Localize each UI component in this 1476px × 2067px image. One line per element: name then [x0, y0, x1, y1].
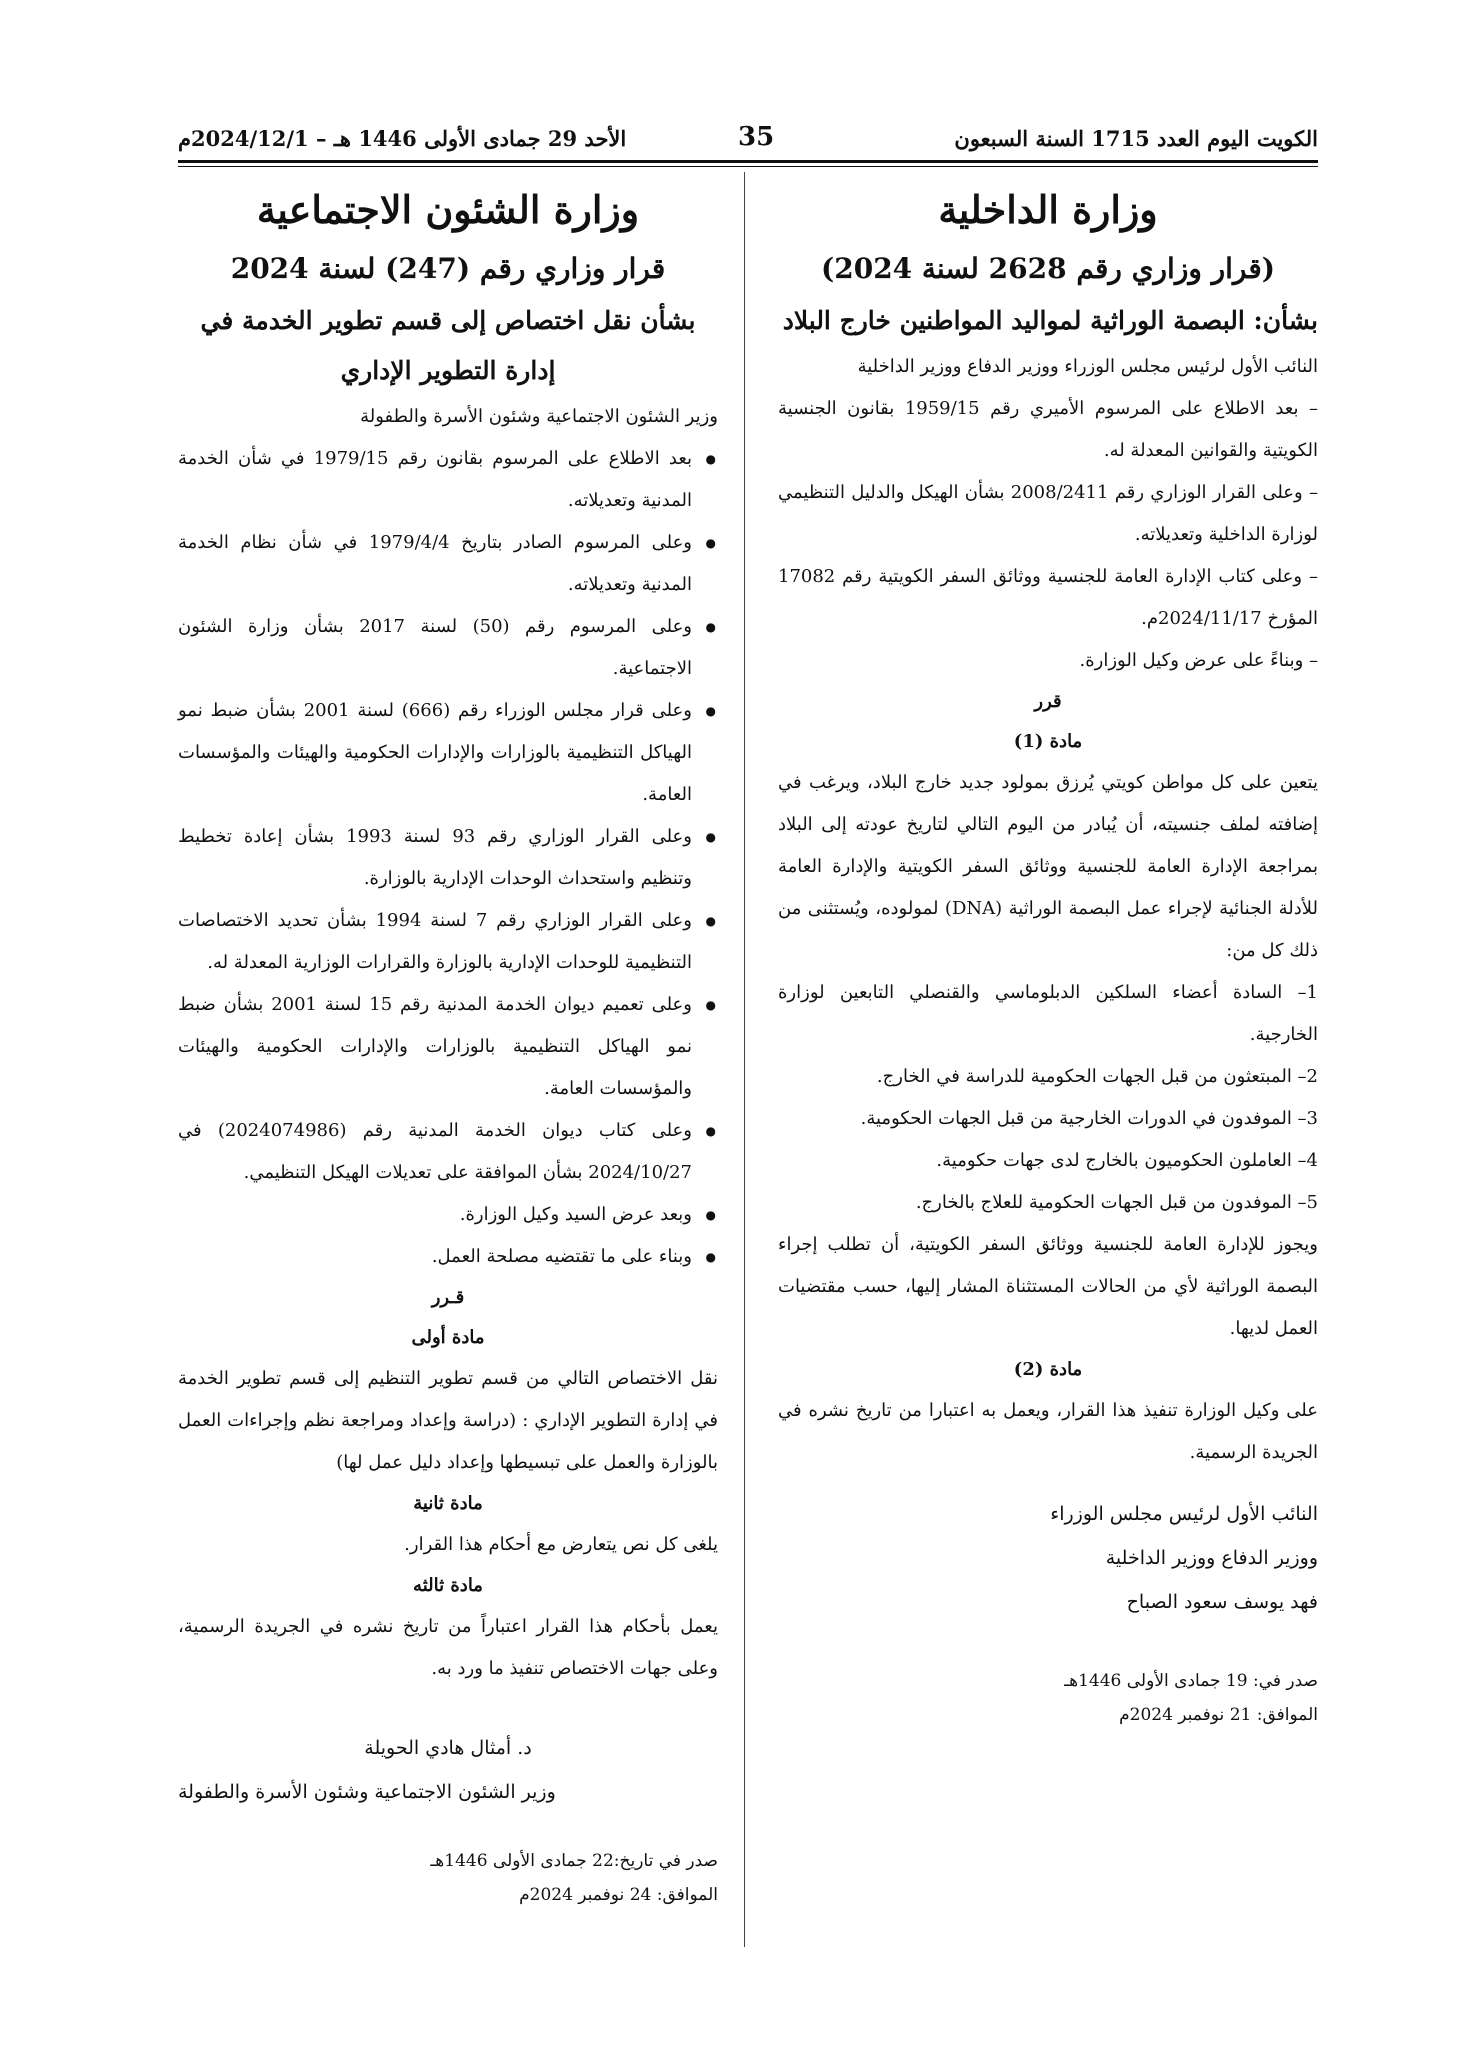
issue-date: الأحد 29 جمادى الأولى 1446 هـ – 2024/12/1م: [178, 126, 627, 151]
signatory-title: وزير الشئون الاجتماعية وشئون الأسرة والطفولة: [178, 1781, 556, 1803]
exception-item: 5– الموفدون من قبل الجهات الحكومية للعلاج بالخارج.: [915, 1192, 1318, 1213]
corresponding-date: الموافق: 21 نوفمبر 2024م: [1119, 1705, 1318, 1725]
recital-bullet: ● وعلى المرسوم رقم (50) لسنة 2017 بشأن وزارة الشئون الاجتماعية.: [178, 606, 718, 690]
article-title: مادة ثالثه: [413, 1575, 483, 1596]
issuer: النائب الأول لرئيس مجلس الوزراء ووزير الدفاع ووزير الداخلية: [857, 356, 1318, 377]
issued-date: صدر في: 19 جمادى الأولى 1446هـ: [1064, 1671, 1318, 1691]
article-text: يتعين على كل مواطن كويتي يُرزق بمولود جديد خارج البلاد، ويرغب في إضافته لملف جنسيته، أن يُبادر من اليوم التالي لتاريخ عودته إلى البلاد بمراجعة الإدارة العامة للجنسية ووثائق السفر الكويتية والإدارة العامة للأدلة الجنائية لإجراء عمل البصمة الوراثية (DNA) لمولوده، ويُستثنى من ذلك كل من:: [778, 772, 1318, 961]
page-number: 35: [738, 122, 775, 152]
decree-number: (قرار وزاري رقم 2628 لسنة 2024): [820, 252, 1276, 285]
recital: – وعلى كتاب الإدارة العامة للجنسية ووثائق السفر الكويتية رقم 17082 المؤرخ 2024/11/17م.: [778, 566, 1318, 629]
recital-bullet: ● وعلى القرار الوزاري رقم 7 لسنة 1994 بشأن تحديد الاختصاصات التنظيمية للوحدات الإدارية بالوزارة والقرارات الوزارية المعدلة له.: [178, 900, 718, 984]
corresponding-date: الموافق: 24 نوفمبر 2024م: [519, 1885, 718, 1905]
article-text: على وكيل الوزارة تنفيذ هذا القرار، ويعمل به اعتبارا من تاريخ نشره في الجريدة الرسمية.: [778, 1400, 1318, 1463]
signature-line: ووزير الدفاع ووزير الداخلية: [1105, 1547, 1318, 1569]
exception-item: 2– المبتعثون من قبل الجهات الحكومية للدراسة في الخارج.: [876, 1066, 1318, 1087]
signatory-name: فهد يوسف سعود الصباح: [1126, 1591, 1318, 1613]
header-rule-thin: [178, 166, 1318, 167]
article-text: يعمل بأحكام هذا القرار اعتباراً من تاريخ نشره في الجريدة الرسمية، وعلى جهات الاختصاص تنفيذ ما ورد به.: [178, 1616, 718, 1679]
recital-bullet: ● وعلى تعميم ديوان الخدمة المدنية رقم 15 لسنة 2001 بشأن ضبط نمو الهياكل التنظيمية بالوزارات والإدارات الحكومية والهيئات والمؤسسات العامة.: [178, 984, 718, 1110]
recital-bullet: ● وعلى المرسوم الصادر بتاريخ 1979/4/4 في شأن نظام الخدمة المدنية وتعديلاته.: [178, 522, 718, 606]
recital-bullet: ● وعلى القرار الوزاري رقم 93 لسنة 1993 بشأن إعادة تخطيط وتنظيم واستحداث الوحدات الإدارية بالوزارة.: [178, 816, 718, 900]
recital-bullet: ● وعلى كتاب ديوان الخدمة المدنية رقم (2024074986) في 2024/10/27 بشأن الموافقة على تعديلات الهيكل التنظيمي.: [178, 1110, 718, 1194]
decree-subject: بشأن: البصمة الوراثية لمواليد المواطنين خارج البلاد: [782, 306, 1318, 335]
recital-bullet: ● وبناء على ما تقتضيه مصلحة العمل.: [178, 1236, 718, 1278]
social-affairs-decree-column: [178, 178, 718, 1912]
header-rule: [178, 160, 1318, 163]
column-divider: [744, 172, 745, 1947]
ministry-title: وزارة الداخلية: [938, 187, 1158, 232]
issued-date: صدر في تاريخ:22 جمادى الأولى 1446هـ: [430, 1851, 718, 1871]
article-closing: ويجوز للإدارة العامة للجنسية ووثائق السفر الكويتية، أن تطلب إجراء البصمة الوراثية لأي من الحالات المستثناة المشار إليها، حسب مقتضيات العمل لديها.: [778, 1234, 1318, 1339]
article-text: يلغى كل نص يتعارض مع أحكام هذا القرار.: [404, 1534, 718, 1555]
recital-bullet: ● وبعد عرض السيد وكيل الوزارة.: [178, 1194, 718, 1236]
recital-bullet: ● وعلى قرار مجلس الوزراء رقم (666) لسنة 2001 بشأن ضبط نمو الهياكل التنظيمية بالوزارات والإدارات الحكومية والهيئات والمؤسسات العامة.: [178, 690, 718, 816]
recital: – بعد الاطلاع على المرسوم الأميري رقم 1959/15 بقانون الجنسية الكويتية والقوانين المعدلة له.: [778, 398, 1318, 461]
exception-item: 1– السادة أعضاء السلكين الدبلوماسي والقنصلي التابعين لوزارة الخارجية.: [778, 982, 1318, 1045]
decided-label: قـرر: [431, 1287, 465, 1308]
decree-subject: بشأن نقل اختصاص إلى قسم تطوير الخدمة في إدارة التطوير الإداري: [200, 306, 696, 385]
ministry-title: وزارة الشئون الاجتماعية: [256, 187, 640, 232]
page-header: [178, 122, 1318, 162]
signatory-name: د. أمثال هادي الحويلة: [364, 1737, 532, 1759]
exception-item: 3– الموفدون في الدورات الخارجية من قبل الجهات الحكومية.: [860, 1108, 1318, 1129]
signature-line: النائب الأول لرئيس مجلس الوزراء: [1050, 1503, 1318, 1525]
recital: – وعلى القرار الوزاري رقم 2008/2411 بشأن الهيكل والدليل التنظيمي لوزارة الداخلية وتعديلاته.: [778, 482, 1318, 545]
recital: – وبناءً على عرض وكيل الوزارة.: [1079, 650, 1318, 671]
article-text: نقل الاختصاص التالي من قسم تطوير التنظيم إلى قسم تطوير الخدمة في إدارة التطوير الإداري : (دراسة وإعداد ومراجعة نظم وإجراءات العمل بالوزارة والعمل على تبسيطها وإعداد دليل عمل لها): [178, 1368, 718, 1473]
article-title: مادة (2): [1013, 1359, 1083, 1380]
article-title: مادة (1): [1013, 731, 1083, 752]
recital-bullet: ● بعد الاطلاع على المرسوم بقانون رقم 1979/15 في شأن الخدمة المدنية وتعديلاته.: [178, 438, 718, 522]
article-title: مادة ثانية: [413, 1493, 483, 1514]
issuer: وزير الشئون الاجتماعية وشئون الأسرة والطفولة: [360, 406, 718, 427]
interior-decree-column: [778, 178, 1318, 1732]
article-title: مادة أولى: [411, 1327, 485, 1348]
gazette-issue: الكويت اليوم العدد 1715 السنة السبعون: [954, 126, 1318, 151]
decree-number: قرار وزاري رقم (247) لسنة 2024: [230, 252, 666, 285]
exception-item: 4– العاملون الحكوميون بالخارج لدى جهات حكومية.: [936, 1150, 1318, 1171]
decided-label: قرر: [1034, 691, 1062, 712]
